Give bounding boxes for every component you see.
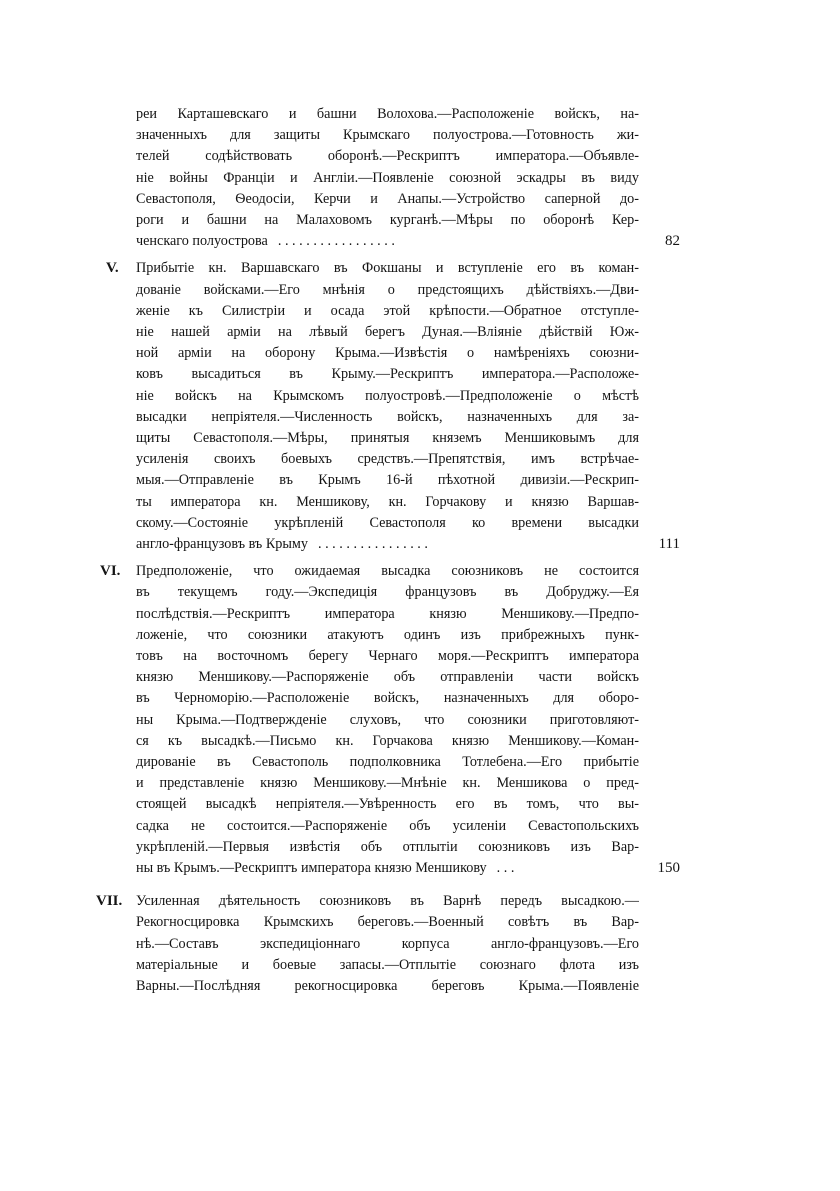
entry-line: послѣдствія.—Рескриптъ императора князю Меншикову.—Предпо-	[136, 605, 639, 622]
entry-line: Усиленная дѣятельность союзниковъ въ Варнѣ передъ высадкою.—	[136, 893, 639, 910]
entry-line: женіе къ Силистріи и осада этой крѣпости.—Обратное отступле-	[136, 302, 639, 319]
page-number: 82	[665, 233, 680, 250]
dot-leader: . . . . . . . . . . . . . . . .	[317, 536, 428, 552]
chapter-numeral: VII.	[96, 893, 123, 910]
entry-last-line	[136, 534, 639, 555]
entry-line: ны въ Крымъ.—Рескриптъ императора князю Меншикову	[136, 860, 487, 876]
entry-line: Рекогносцировка Крымскихъ береговъ.—Военный совѣтъ въ Вар-	[136, 914, 639, 931]
entry-line: скому.—Состояніе укрѣпленій Севастополя ко времени высадки	[136, 514, 639, 531]
entry-line: Севастополя, Ѳеодосіи, Керчи и Анапы.—Устройство саперной до-	[136, 190, 639, 207]
entry-line: телей содѣйствовать оборонѣ.—Рескриптъ императора.—Объявле-	[136, 148, 639, 165]
entry-line: ны Крыма.—Подтвержденіе слуховъ, что союзники приготовляют-	[136, 711, 639, 728]
entry-line: ніе войскъ на Крымскомъ полуостровѣ.—Предположеніе о мѣстѣ	[136, 387, 639, 404]
entry-line: англо-французовъ въ Крыму	[136, 536, 308, 552]
entry-line: реи Карташевскаго и башни Волохова.—Расположеніе войскъ, на-	[136, 106, 639, 122]
entry-line: ты императора кн. Меншикову, кн. Горчакову и князю Варшав-	[136, 493, 639, 510]
entry-line: Предположеніе, что ожидаемая высадка союзниковъ не состоится	[136, 563, 639, 580]
entry-line: ніе нашей арміи на лѣвый берегъ Дуная.—Вліяніе дѣйствій Юж-	[136, 324, 639, 340]
page-number: 150	[657, 860, 680, 876]
entry-line: значенныхъ для защиты Крымскаго полуострова.—Готовность жи-	[136, 127, 639, 144]
entry-line: товъ на восточномъ берегу Чернаго моря.—Рескриптъ императора	[136, 648, 639, 664]
entry-line: въ текущемъ году.—Экспедиція французовъ въ Добруджу.—Ея	[136, 584, 639, 601]
entry-last-line	[136, 231, 639, 252]
entry-line: ковъ высадиться въ Крыму.—Рескриптъ императора.—Расположе-	[136, 366, 639, 383]
entry-line: мыя.—Отправленіе въ Крымъ 16-й пѣхотной дивизіи.—Рескрип-	[136, 472, 639, 489]
chapter-numeral: VI.	[100, 563, 121, 580]
entry-line: ченскаго полуострова	[136, 233, 268, 250]
entry-last-line	[136, 858, 639, 879]
entry-line: князю Меншикову.—Распоряженіе объ отправленіи части войскъ	[136, 669, 639, 686]
entry-line: садка не состоится.—Распоряженіе объ усиленіи Севастопольскихъ	[136, 817, 639, 834]
entry-line: дированіе въ Севастополь подполковника Тотлебена.—Его прибытіе	[136, 754, 639, 770]
entry-line: въ Черноморію.—Расположеніе войскъ, назначенныхъ для оборо-	[136, 690, 639, 707]
entry-line: матеріальные и боевые запасы.—Отплытіе союзнаго флота изъ	[136, 956, 639, 973]
entry-line: ложеніе, что союзники атакуютъ одинъ изъ прибрежныхъ пунк-	[136, 626, 639, 643]
chapter-numeral: V.	[106, 260, 119, 277]
entry-line: Варны.—Послѣдняя рекогносцировка береговъ Крыма.—Появленіе	[136, 978, 639, 994]
entry-line: роги и башни на Малаховомъ курганѣ.—Мѣры по оборонѣ Кер-	[136, 212, 639, 228]
entry-line: щиты Севастополя.—Мѣры, принятыя княземъ Меншиковымъ для	[136, 430, 639, 446]
dot-leader: . . . . . . . . . . . . . . . . .	[277, 233, 395, 250]
entry-line: усиленія своихъ боевыхъ средствъ.—Препятствія, имъ встрѣчае-	[136, 451, 639, 468]
entry-line: дованіе войсками.—Его мнѣнія о предстоящихъ дѣйствіяхъ.—Дви-	[136, 281, 639, 298]
entry-line: и представленіе князю Меншикову.—Мнѣніе кн. Меншикова о пред-	[136, 775, 639, 792]
entry-line: ніе войны Франціи и Англіи.—Появленіе союзной эскадры въ виду	[136, 169, 639, 186]
entry-line: нѣ.—Составъ экспедиціоннаго корпуса англо-французовъ.—Его	[136, 935, 639, 952]
entry-line: Прибытіе кн. Варшавскаго въ Фокшаны и вступленіе его въ коман-	[136, 260, 639, 277]
entry-line: стоящей высадкѣ непріятеля.—Увѣренность его въ томъ, что вы-	[136, 796, 639, 813]
dot-leader: . . .	[496, 860, 515, 876]
entry-line: высадки непріятеля.—Численность войскъ, назначенныхъ для за-	[136, 408, 639, 425]
entry-line: ной арміи на оборону Крыма.—Извѣстія о намѣреніяхъ союзни-	[136, 345, 639, 362]
page-number: 111	[658, 536, 680, 552]
entry-line: ся къ высадкѣ.—Письмо кн. Горчакова князю Меншикову.—Коман-	[136, 732, 639, 749]
entry-line: укрѣпленій.—Первыя извѣстія объ отплытіи союзниковъ изъ Вар-	[136, 838, 639, 855]
